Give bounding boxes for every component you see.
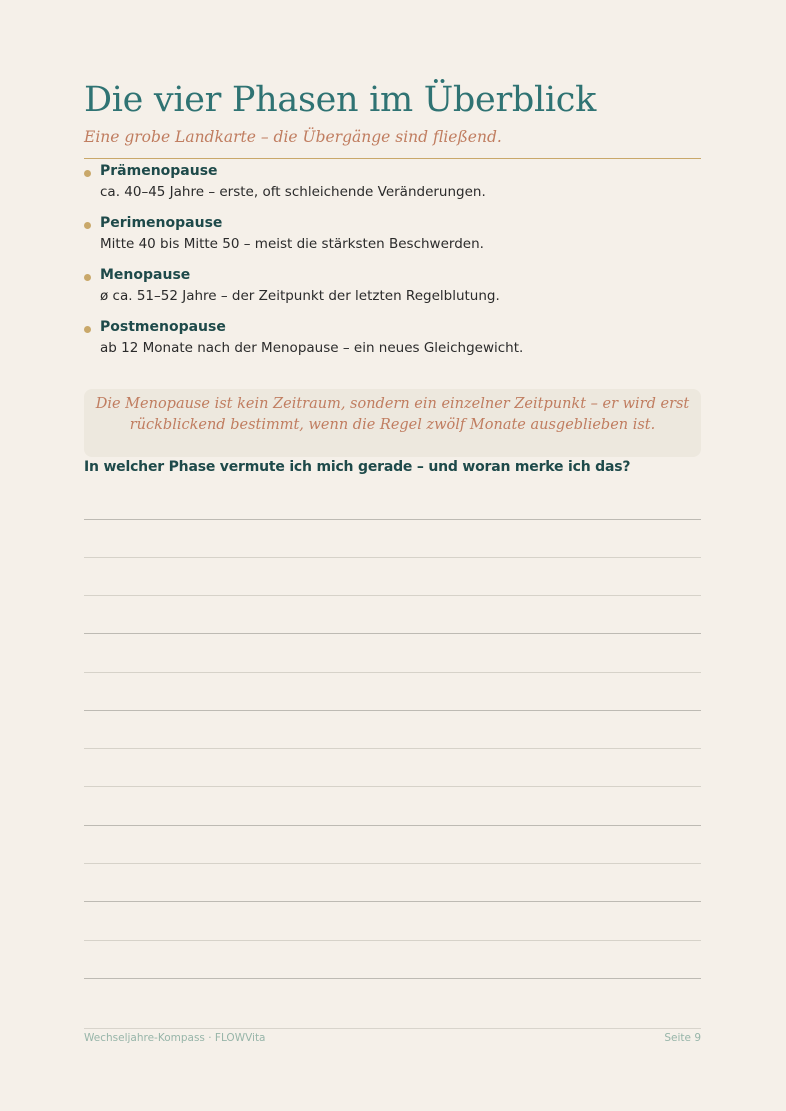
writing-line[interactable]	[84, 978, 701, 979]
writing-line[interactable]	[84, 557, 701, 558]
reflection-question: In welcher Phase vermute ich mich gerade – und woran merke ich das?	[84, 459, 631, 475]
bullet-dot-icon	[84, 326, 91, 333]
callout-line-2: rückblickend bestimmt, wenn die Regel zwölf Monate ausgeblieben ist.	[129, 417, 656, 433]
writing-line[interactable]	[84, 863, 701, 864]
workbook-page	[84, 0, 701, 1111]
callout-text	[84, 394, 701, 436]
footer-divider	[84, 1028, 701, 1029]
phase-name: Postmenopause	[100, 319, 226, 335]
writing-line[interactable]	[84, 825, 701, 826]
phase-description: ø ca. 51–52 Jahre – der Zeitpunkt der letzten Regelblutung.	[100, 288, 500, 304]
bullet-dot-icon	[84, 222, 91, 229]
writing-line[interactable]	[84, 901, 701, 902]
page-subtitle: Eine grobe Landkarte – die Übergänge sind fließend.	[84, 128, 502, 146]
phase-name: Perimenopause	[100, 215, 223, 231]
phase-description: ab 12 Monate nach der Menopause – ein neues Gleichgewicht.	[100, 340, 524, 356]
footer-brand: Wechseljahre-Kompass · FLOWVita	[84, 1032, 266, 1044]
callout-box	[84, 389, 701, 457]
writing-line[interactable]	[84, 710, 701, 711]
phase-name: Prämenopause	[100, 163, 218, 179]
page-number: Seite 9	[664, 1032, 701, 1044]
writing-line[interactable]	[84, 748, 701, 749]
phase-name: Menopause	[100, 267, 191, 283]
writing-line[interactable]	[84, 595, 701, 596]
writing-line[interactable]	[84, 519, 701, 520]
bullet-dot-icon	[84, 170, 91, 177]
page-title: Die vier Phasen im Überblick	[84, 80, 596, 120]
bullet-dot-icon	[84, 274, 91, 281]
writing-line[interactable]	[84, 633, 701, 634]
phase-description: Mitte 40 bis Mitte 50 – meist die stärksten Beschwerden.	[100, 236, 484, 252]
title-divider	[84, 158, 701, 159]
callout-line-1: Die Menopause ist kein Zeitraum, sondern ein einzelner Zeitpunkt – er wird erst	[95, 396, 690, 412]
phase-description: ca. 40–45 Jahre – erste, oft schleichende Veränderungen.	[100, 184, 486, 200]
writing-line[interactable]	[84, 940, 701, 941]
writing-line[interactable]	[84, 786, 701, 787]
writing-line[interactable]	[84, 672, 701, 673]
